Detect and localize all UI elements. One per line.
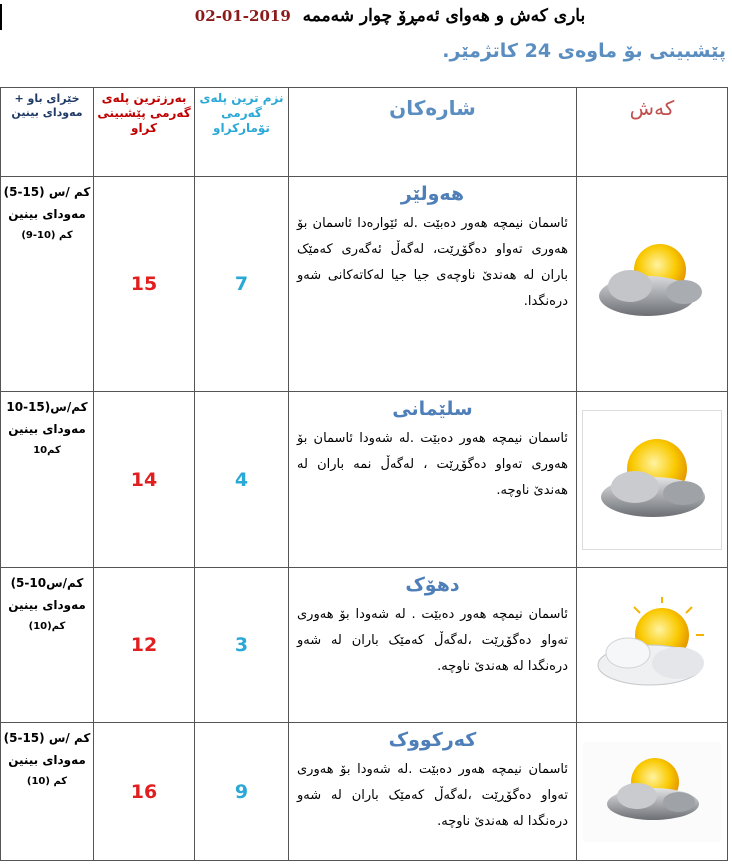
wind-cell [1, 568, 94, 723]
wind-speed: (5-15) کم /س [3, 731, 91, 745]
table-row [1, 723, 728, 861]
min-temp-header: نزم ترین پلەی گەرمی تۆمارکراو [195, 88, 289, 177]
visibility-value: (9-10) کم [21, 230, 73, 241]
max-temp: 14 [94, 392, 195, 568]
cities-header: شارەکان [289, 88, 577, 177]
visibility-label: مەودای بینین [8, 207, 86, 221]
city-name: هەولێر [400, 183, 465, 205]
table-row [1, 392, 728, 568]
visibility-label: مەودای بینین [8, 753, 86, 767]
city-cell [289, 177, 577, 392]
wind-cell [1, 392, 94, 568]
weather-icon-cell [577, 723, 728, 861]
min-temp: 4 [195, 392, 289, 568]
max-temp: 12 [94, 568, 195, 723]
max-temp: 15 [94, 177, 195, 392]
wind-speed: (5-10کم/س [10, 576, 84, 590]
forecast-description: ئاسمان نیمچە هەور دەبێت .لە شەودا ئاسمان بۆ هەوری تەواو دەگۆڕێت ، لەگەڵ نمە باران لە هەندێ ناوچە. [297, 431, 568, 498]
text-cursor [0, 4, 2, 30]
forecast-description: ئاسمان نیمچە هەور دەبێت .لە ئێوارەدا ئاسمان بۆ هەوری تەواو دەگۆڕێت، لەگەڵ ئەگەری کەمێک باران لە هەندێ ناوچەی جیا جیا لەکاتەکانی شەو درەنگدا. [297, 216, 568, 309]
table-row [1, 568, 728, 723]
page-title [170, 6, 610, 26]
min-temp: 9 [195, 723, 289, 861]
visibility-value: (10)کم [28, 621, 66, 632]
forecast-description: ئاسمان نیمچە هەور دەبێت . لە شەودا بۆ هەوری تەواو دەگۆڕێت ،لەگەڵ کەمێک باران لە شەو درەنگدا لە هەندێ ناوچە. [297, 607, 568, 674]
cloud-over-sun-icon [583, 742, 721, 842]
visibility-label: مەودای بینین [8, 598, 86, 612]
wind-cell [1, 177, 94, 392]
weather-header: کەش [577, 88, 728, 177]
forecast-subtitle: پێشبینی بۆ ماوەی 24 کاتژمێر. [442, 40, 726, 62]
city-cell [289, 723, 577, 861]
table-row [1, 177, 728, 392]
city-name: سلێمانی [392, 398, 473, 420]
title-text: باری کەش و هەوای ئەمڕۆ چوار شەممە [302, 6, 586, 26]
cloud-over-sun-icon [592, 234, 712, 334]
city-cell [289, 392, 577, 568]
weather-icon-cell [577, 568, 728, 723]
visibility-label: مەودای بینین [8, 422, 86, 436]
wind-visibility-header: خێرای باو + مەودای بینین [1, 88, 94, 177]
wind-speed: (5-15) کم /س [3, 185, 91, 199]
weather-icon-cell [577, 392, 728, 568]
min-temp: 7 [195, 177, 289, 392]
header-row [1, 88, 728, 177]
forecast-description: ئاسمان نیمچە هەور دەبێت .لە شەودا بۆ هەوری تەواو دەگۆڕێت ،لەگەڵ کەمێک باران لە شەو درەنگدا لە هەندێ ناوچە. [297, 762, 568, 829]
max-temp-header: بەرزترین پلەی گەرمی پێشبینی کراو [94, 88, 195, 177]
min-temp: 3 [195, 568, 289, 723]
city-name: دهۆک [405, 574, 460, 596]
city-name: کەرکووک [388, 729, 477, 751]
max-temp: 16 [94, 723, 195, 861]
cloud-over-sun-icon [582, 410, 722, 550]
weather-icon-cell [577, 177, 728, 392]
visibility-value: (10) کم [26, 776, 68, 787]
wind-cell [1, 723, 94, 861]
city-cell [289, 568, 577, 723]
weather-table [0, 87, 728, 861]
wind-speed: 10-15)کم/س [6, 400, 88, 414]
sun-behind-cloud-icon [590, 597, 714, 693]
visibility-value: 10کم [33, 445, 61, 456]
title-date: 2019-01-02 [194, 7, 291, 25]
